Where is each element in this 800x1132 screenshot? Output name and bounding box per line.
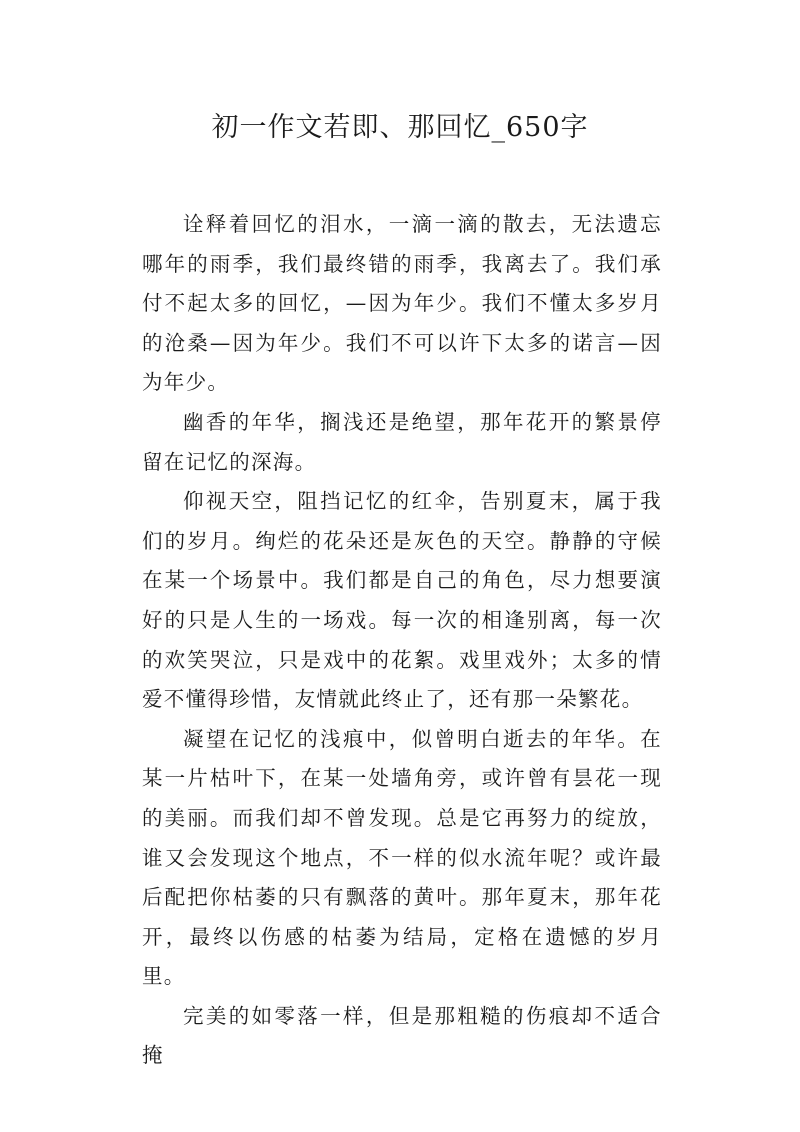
paragraph-1: 诠释着回忆的泪水，一滴一滴的散去，无法遗忘哪年的雨季，我们最终错的雨季，我离去了。我们承付不起太多的回忆，—因为年少。我们不懂太多岁月的沧桑—因为年少。我们不可以许下太多的诺言—因为年少。 xyxy=(142,212,662,395)
paragraph-5: 完美的如零落一样，但是那粗糙的伤痕却不适合掩 xyxy=(142,1003,662,1068)
page-title: 初一作文若即、那回忆_650字 xyxy=(211,112,589,143)
paragraph-4: 凝望在记忆的浅痕中，似曾明白逝去的年华。在某一片枯叶下，在某一处墙角旁，或许曾有昙花一现的美丽。而我们却不曾发现。总是它再努力的绽放，谁又会发现这个地点，不一样的似水流年呢？或许最后配把你枯萎的只有飘落的黄叶。那年夏末，那年花开，最终以伤感的枯萎为结局，定格在遗憾的岁月里。 xyxy=(142,726,662,989)
paragraph-2: 幽香的年华，搁浅还是绝望，那年花开的繁景停留在记忆的深海。 xyxy=(142,409,662,474)
paragraph-3: 仰视天空，阻挡记忆的红伞，告别夏末，属于我们的岁月。绚烂的花朵还是灰色的天空。静静的守候在某一个场景中。我们都是自己的角色，尽力想要演好的只是人生的一场戏。每一次的相逢别离，每一次的欢笑哭泣，只是戏中的花絮。戏里戏外；太多的情爱不懂得珍惜，友情就此终止了，还有那一朵繁花。 xyxy=(142,489,662,712)
article-body xyxy=(142,205,662,1076)
